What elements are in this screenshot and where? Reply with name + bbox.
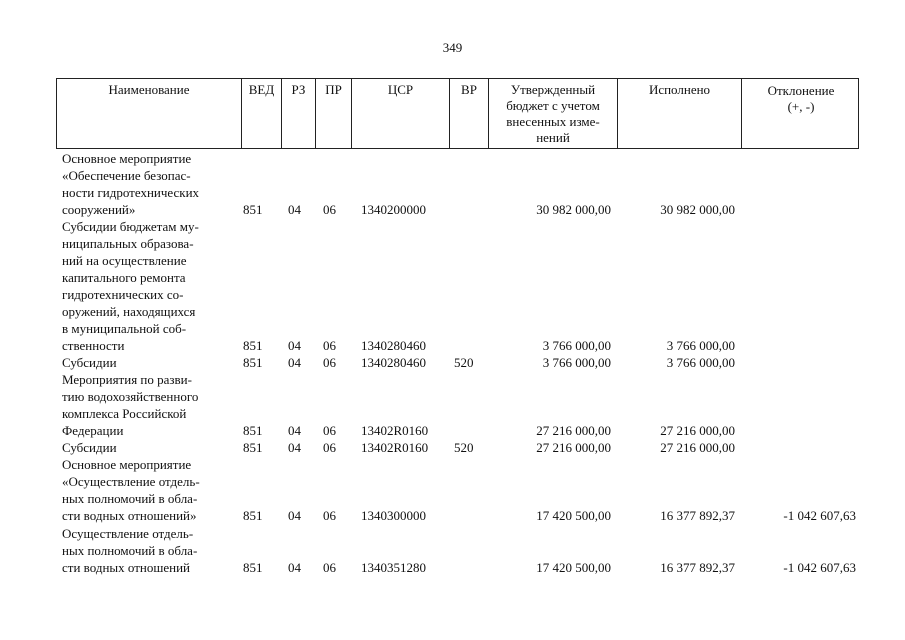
row-budget: 17 420 500,00 xyxy=(536,508,611,523)
row-ved: 851 xyxy=(243,423,263,438)
table-header xyxy=(56,78,859,149)
row-ved: 851 xyxy=(243,355,263,370)
row-vr: 520 xyxy=(454,440,474,455)
row-csr: 1340280460 xyxy=(361,338,426,353)
row-pr: 06 xyxy=(323,560,336,575)
header-rz: РЗ xyxy=(281,79,315,148)
row-budget: 3 766 000,00 xyxy=(542,355,611,370)
header-ved: ВЕД xyxy=(241,79,281,148)
row-csr: 13402R0160 xyxy=(361,423,429,438)
row-executed: 27 216 000,00 xyxy=(660,440,735,455)
row-csr: 1340200000 xyxy=(361,202,426,217)
row-rz: 04 xyxy=(288,202,301,217)
row-budget: 27 216 000,00 xyxy=(536,423,611,438)
header-deviation: Отклонение (+, -) xyxy=(741,79,860,148)
row-budget: 27 216 000,00 xyxy=(536,440,611,455)
row-pr: 06 xyxy=(323,355,336,370)
row-pr: 06 xyxy=(323,338,336,353)
header-executed: Исполнено xyxy=(617,79,741,148)
row-pr: 06 xyxy=(323,508,336,523)
row-budget: 30 982 000,00 xyxy=(536,202,611,217)
header-csr: ЦСР xyxy=(351,79,449,148)
row-executed: 30 982 000,00 xyxy=(660,202,735,217)
row-deviation: -1 042 607,63 xyxy=(783,560,856,575)
row-executed: 16 377 892,37 xyxy=(660,560,735,575)
row-rz: 04 xyxy=(288,355,301,370)
row-ved: 851 xyxy=(243,202,263,217)
row-executed: 3 766 000,00 xyxy=(666,355,735,370)
header-pr: ПР xyxy=(315,79,351,148)
row-budget: 17 420 500,00 xyxy=(536,560,611,575)
row-executed: 3 766 000,00 xyxy=(666,338,735,353)
row-vr: 520 xyxy=(454,355,474,370)
row-ved: 851 xyxy=(243,508,263,523)
row-name: Субсидии xyxy=(62,355,117,370)
row-deviation: -1 042 607,63 xyxy=(783,508,856,523)
row-name: Основное мероприятие «Осуществление отдель- ных полномочий в обла- сти водных отношений» xyxy=(62,457,200,523)
row-ved: 851 xyxy=(243,560,263,575)
row-csr: 1340300000 xyxy=(361,508,426,523)
header-vr: ВР xyxy=(449,79,488,148)
row-executed: 27 216 000,00 xyxy=(660,423,735,438)
row-csr: 1340351280 xyxy=(361,560,426,575)
page-number: 349 xyxy=(442,40,463,55)
row-rz: 04 xyxy=(288,440,301,455)
row-name: Осуществление отдель- ных полномочий в обла- сти водных отношений xyxy=(62,526,198,575)
row-pr: 06 xyxy=(323,440,336,455)
row-rz: 04 xyxy=(288,508,301,523)
header-budget: Утвержденный бюджет с учетом внесенных изме- нений xyxy=(488,79,617,148)
row-rz: 04 xyxy=(288,423,301,438)
row-budget: 3 766 000,00 xyxy=(542,338,611,353)
row-name: Субсидии бюджетам му- ниципальных образова- ний на осуществление капитального ремонта гидротехнических со- оружений, находящихся в муниципальной соб- ственности xyxy=(62,219,199,353)
row-csr: 1340280460 xyxy=(361,355,426,370)
row-pr: 06 xyxy=(323,202,336,217)
row-csr: 13402R0160 xyxy=(361,440,429,455)
row-ved: 851 xyxy=(243,440,263,455)
row-name: Субсидии xyxy=(62,440,117,455)
header-name: Наименование xyxy=(108,82,190,97)
row-name: Мероприятия по разви- тию водохозяйственного комплекса Российской Федерации xyxy=(62,372,199,438)
row-name: Основное мероприятие «Обеспечение безопас- ности гидротехнических сооружений» xyxy=(62,151,200,217)
row-ved: 851 xyxy=(243,338,263,353)
row-rz: 04 xyxy=(288,560,301,575)
row-executed: 16 377 892,37 xyxy=(660,508,735,523)
row-rz: 04 xyxy=(288,338,301,353)
row-pr: 06 xyxy=(323,423,336,438)
